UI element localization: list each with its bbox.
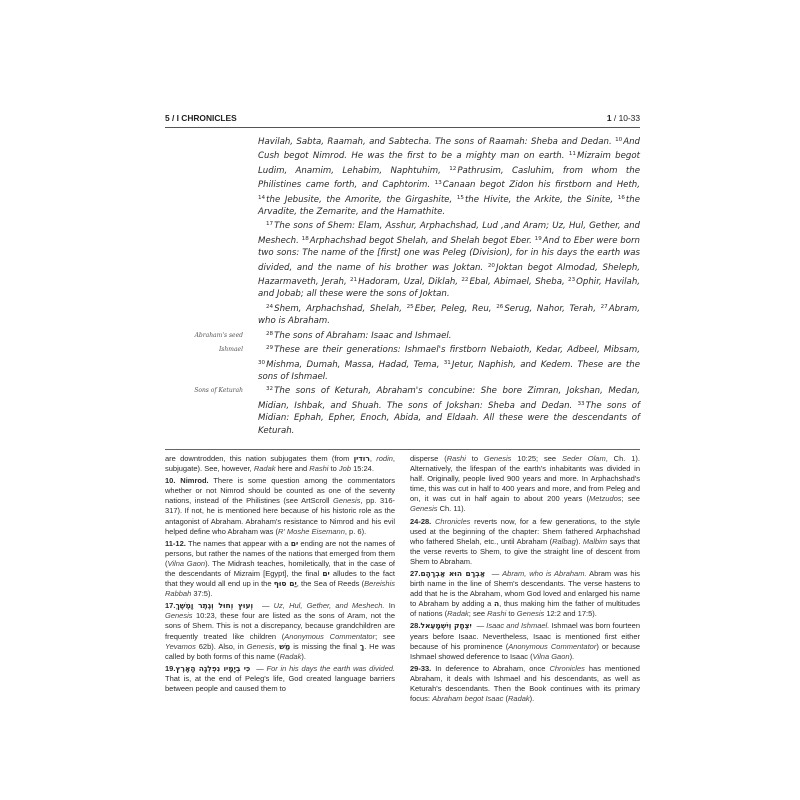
commentary-text: , Ch. 1). Alternatively, the lifespan of the earth's inhabitants was divided in half. Originally, people lived 900 years and more. In Arphachshad's time, this was cut in half to 400 years and more, and from Peleg and on, it was cut in half again to about 200 years ( [410,453,640,504]
hebrew-text: יִצְחָק וְיִשְׁמָעֵאל [420,621,475,631]
citation-text: Yevamos [165,641,196,651]
verse-number: 27 [600,303,608,310]
verse-text: Mizraim begot Ludim, Anamim, Lehabim, Naphtuhim, [258,151,640,176]
hebrew-text: כִּי בְיָמָיו נִפְלְגָה הָאָרֶץ [175,663,254,673]
verse-text: The sons of Keturah, Abraham's concubine: She bore Zimran, Jokshan, Medan, Midian, Ishbak, and Shuah. The sons of Jokshan: Sheba and Dedan. [258,386,640,411]
commentary-text: — [488,568,503,578]
commentary-text: Abram was his birth name in the line of Shem's descendants. The verse hastens to add that he is the Abraham, whom God loved and enlarged his name to Abraham by adding a [410,568,640,609]
hebrew-text: אַבְרָם הוּא אַבְרָהָם [420,568,489,578]
commentary-text: disperse ( [410,453,447,463]
scripture-verses [258,383,640,437]
verse-number: 10 [615,137,623,143]
verse-number: 12 [449,165,457,172]
running-head [165,113,640,128]
citation-text: Radak [507,694,530,704]
running-head-reference [607,113,640,123]
commentary-text: ). [301,651,306,661]
citation-text: Job [338,464,351,474]
citation-text: Genesis [410,504,438,514]
commentary-text: , thus making him the father of multitudes of nations ( [410,599,640,619]
scripture-verses [258,328,640,342]
citation-text: Isaac and Ishmael. [486,621,550,631]
verse-text: Joktan begot Almodad, Sheleph, Hazarmaveth, Jerah, [258,262,641,288]
commentary-text: , subjugate). See, however, [165,453,396,474]
verse-text: Jetur, Naphish, and Kedem. These are the sons of Ishmael. [258,359,640,382]
commentary-entry [165,664,395,694]
verse-number: 31 [443,359,451,366]
commentary-entry [410,517,640,567]
verse-text: the Arvadite, the Zemarite, and the Hamathite. [258,194,640,218]
reference-separator: / [611,113,619,123]
commentary-text: — [253,663,267,673]
commentary-text: reverts now, for a few generations, to the style used at the beginning of the chapter: Shem fathered Arphachshad who fathered Shelah, etc., until Abraham ( [410,516,640,546]
commentary-text: In deference to Abraham, once [431,663,550,673]
commentary-text: There is some question among the commentators whether or not Nimrod should be counted as one of the seventy nations, instead of the Philistines (see ArtScroll [165,476,395,506]
citation-text: Genesis [246,641,275,651]
verse-text: Hadoram, Uzal, Diklah, [358,277,462,288]
verse-text: Ophir, Havilah, and Jobab; all these were the sons of Joktan. [258,277,640,300]
scripture-verses [258,342,640,383]
citation-text: Ralbag [552,536,576,546]
commentary-text: alludes to the fact that they would all end up in the [165,568,395,589]
citation-text: Anonymous Commentator [284,631,376,641]
hebrew-text: רודין [353,453,370,463]
verse-number: 14 [258,194,266,201]
commentary-text: to [465,453,484,463]
commentary-text: is missing the final [290,641,360,651]
verse-number: 24 [266,303,274,310]
verse-text: And Cush begot Nimrod. He was the first to be a mighty man on earth. [258,137,640,162]
verse-text: The sons of Shem: Elam, Asshur, Arphachshad, Lud ,and Aram; Uz, Hul, Gether, and Meshech. [258,221,640,246]
citation-text: Genesis [483,453,512,463]
scripture-paragraph [165,328,640,342]
citation-text: Chronicles [549,663,585,673]
commentary-text: ). [575,536,583,546]
commentary-text: ; see [375,631,396,641]
commentary-text: are downtrodden, this nation subjugates them (from [165,453,354,463]
commentary-text: ; see [621,494,640,504]
commentary-text: In [384,601,395,611]
citation-text: Bereishis Rabbah [165,579,396,599]
citation-text: Vilna Gaon [532,651,570,661]
citation-text: Abram, who is Abraham. [502,568,587,578]
scripture-paragraph [165,218,640,300]
commentary-text: — [257,601,274,611]
verse-text: These are their generations: Ishmael's firstborn Nebaioth, Kedar, Adbeel, Mibsam, [274,345,640,356]
commentary-text: ). [569,651,575,661]
verse-number: 18 [301,235,309,242]
verse-text: Eber, Peleg, Reu, [414,303,497,314]
verse-number: 19 [534,235,542,242]
margin-note: Sons of Keturah [194,387,243,395]
citation-text: Radak [279,651,302,661]
commentary-text: ; see [468,609,488,619]
citation-text: Rashi [309,464,329,474]
verse-text: Shem, Arphachshad, Shelah, [274,303,407,314]
commentary-text: says that the verse reverts to Shem, to give the straight line of descent from Shem to Abraham. [410,536,640,566]
commentary-text: . He was called by both forms of this name ( [165,641,395,661]
commentary-entry [165,539,395,600]
commentary-divider [165,449,640,450]
hebrew-text: ה [493,599,500,609]
verse-text: Arphachshad begot Shelah, and Shelah begot Eber. [309,235,535,246]
verse-text: Canaan begot Zidon his firstborn and Heth, [442,180,640,191]
citation-text: Rashi [446,453,466,463]
verse-number: 15 [456,194,464,201]
citation-text: Uz, Hul, Gether, and Meshech. [273,601,385,611]
verse-number: 16 [617,194,625,201]
hebrew-text: יַם סוּף [273,579,297,589]
scripture-text [165,134,640,437]
chapter-number: 1 [606,113,612,123]
commentary-text: 10:23, these four are listed as the sons of Aram, not the sons of Shem. This is not a discrepancy, because grandchildren are frequently treated like children ( [165,611,395,641]
verse-number: 26 [496,303,504,310]
scripture-verses [258,134,640,218]
verse-text: Mishma, Dumah, Massa, Hadad, Tema, [266,359,444,370]
verse-number: 17 [266,221,274,228]
commentary-text: to [506,609,517,619]
margin-note: Abraham's seed [194,331,243,339]
hebrew-text: ים [322,568,330,578]
citation-text: Radak [447,609,469,619]
verse-text: Ebal, Abimael, Sheba, [469,277,569,288]
verse-number: 28 [266,330,274,337]
verse-number: 32 [266,386,274,393]
verse-text: the Hivite, the Arkite, the Sinite, [464,194,618,205]
scripture-paragraph [165,134,640,218]
commentary-entry [165,454,395,474]
citation-text: Seder Olam [561,453,606,463]
citation-text: For in his days the earth was divided. [266,663,396,673]
verse-text: Havilah, Sabta, Raamah, and Sabtecha. The sons of Raamah: Sheba and Dedan. [258,137,616,147]
running-head-title: 5 / I CHRONICLES [165,113,237,123]
citation-text: Rashi [487,609,507,619]
commentary-text: ) or because Ishmael showed deference to Isaac ( [410,641,641,661]
commentary-lemma: 19. [165,663,176,673]
commentary-text: ). The Midrash teaches, homiletically, that in the case of the descendants of Mizraim [Egypt], the final [165,558,395,578]
commentary-text: The names that appear with a [185,538,291,548]
commentary-text: here and [275,464,310,474]
book-page [165,113,640,706]
citation-text: Metzudos [589,494,622,504]
commentary-lemma: 10. Nimrod. [165,476,209,486]
commentary-text: to [328,464,339,474]
citation-text: Abraham begot Isaac [432,694,504,704]
commentary-text: That is, at the end of Peleg's life, God created language barriers between people and caused them to [165,673,395,693]
commentary-column-left [165,454,395,706]
verse-number: 13 [434,180,442,187]
commentary-lemma: 29-33. [410,663,432,673]
verse-number: 25 [406,303,414,310]
verse-number: 21 [349,277,358,284]
verse-number: 23 [568,277,576,284]
citation-text: Radak [253,464,276,474]
citation-text: Genesis [332,496,361,506]
scripture-verses [258,218,640,300]
commentary-lemma: 27. [410,568,421,578]
hebrew-text: וְעוּץ וְחוּל וְגֶתֶר וָמֶשֶׁךְ [175,601,258,611]
commentary-entry [410,621,640,661]
citation-text: Genesis [165,611,193,621]
scripture-verses [258,301,640,328]
citation-text: Anonymous Commentator [508,641,597,651]
commentary-text: Ch. 11). [437,504,466,514]
verse-text: Pathrusim, Casluhim, from whom the Philistines came forth, and Caphtorim. [258,165,640,191]
verse-number: 30 [258,359,266,366]
margin-note: Ishmael [218,346,243,354]
commentary-lemma: 24-28. [410,516,432,526]
verse-number: 11 [568,151,576,158]
commentary-text: Ishmael was born fourteen years before Isaac. Nevertheless, Isaac is mentioned first either because of his prominence ( [410,621,641,651]
commentary-text: 15:24. [351,464,374,474]
verse-text: The sons of Midian: Ephah, Epher, Enoch, Abida, and Eldaah. All these were the descendants of Keturah. [258,400,640,436]
commentary-text: , p. 6). [344,526,367,536]
commentary-text: , the Sea of Reeds ( [296,579,365,589]
verse-text: The sons of Abraham: Isaac and Ishmael. [274,330,452,341]
citation-text: Genesis [516,609,545,619]
verse-number: 33 [577,400,585,407]
commentary-text: 10:25; see [511,453,562,463]
citation-text: rodin [376,453,393,463]
verse-text: the Jebusite, the Amorite, the Girgashite, [266,194,457,205]
verse-text: Abram, who is Abraham. [258,303,640,327]
citation-text: Vilna Gaon [167,558,206,568]
citation-text: Malbim [582,536,608,546]
citation-text: Chronicles [434,516,471,526]
commentary-text: , pp. 316-317). If not, he is mentioned here because of his historic role as the antagonist of Abraham. Abraham's resistance to Nimrod and his evil helped define who Abraham was ( [165,496,395,536]
commentary-text: , [274,641,280,651]
scripture-paragraph [165,342,640,383]
commentary-text: 12:2 and 17:5). [544,609,597,619]
commentary-text: 37:5). [191,589,213,599]
hebrew-text: ים [290,538,299,548]
commentary-column-right [410,454,640,706]
commentary-lemma: 28. [410,621,421,631]
verse-text: And to Eber were born two sons: The name of the [first] one was Peleg (Division), for in his days the earth was divided, and the name of his brother was Joktan. [258,235,640,273]
hebrew-text: מַשׁ [279,641,291,651]
verse-range: 10-33 [618,113,640,123]
commentary-entry [165,476,395,537]
commentary-entry [410,664,640,704]
commentary-text: — [474,621,487,631]
commentary-entry [410,454,640,515]
commentary-lemma: 17. [165,601,176,611]
commentary-text: 62b). Also, in [195,641,247,651]
commentary [165,454,640,706]
commentary-entry [165,601,395,662]
scripture-paragraph [165,383,640,437]
verse-number: 22 [461,277,469,284]
commentary-entry [410,569,640,619]
verse-text: Serug, Nahor, Terah, [504,303,601,314]
scripture-paragraph [165,301,640,328]
commentary-text: , [369,453,377,463]
commentary-lemma: 11-12. [165,538,186,548]
commentary-text: ). [529,694,535,704]
verse-number: 20 [487,262,495,269]
hebrew-text: ךְ [359,641,365,651]
commentary-text: has mentioned Abraham, it deals with Ishmael and his descendants, as well as Keturah's descendants. Then the Book continues with its primary focus: [410,663,640,704]
citation-text: R' Moshe Eisemann [278,526,345,536]
verse-number: 29 [266,345,274,352]
commentary-text: ending are not the names of persons, but rather the names of the nations that emerged from them ( [165,538,396,568]
commentary-text: ( [503,694,508,704]
